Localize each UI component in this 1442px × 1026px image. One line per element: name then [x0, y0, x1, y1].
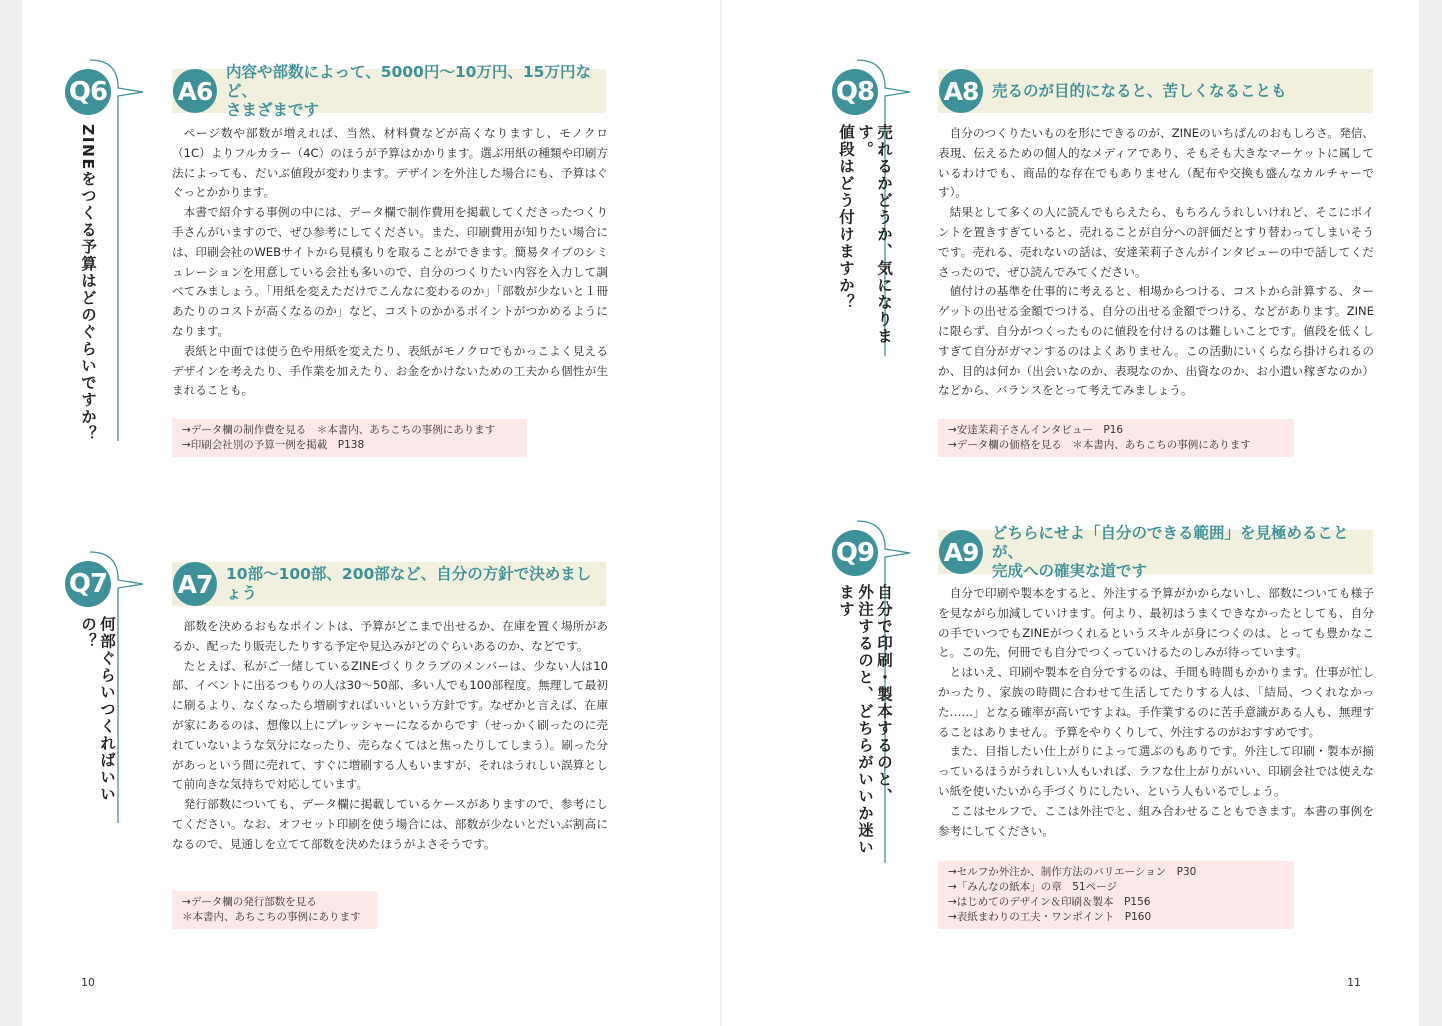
- a8-paragraph: 自分のつくりたいものを形にできるのが、ZINEのいちばんのおもしろさ。発信、表現、伝えるための個人的なメディアであり、そもそも大きなマーケットに属しているわけでも、商品的な存在でもありません（配布や交換も盛んなカルチャーです）。: [938, 126, 1374, 200]
- a7-badge: A7: [173, 562, 217, 606]
- a7-paragraph: 発行部数についても、データ欄に掲載しているケースがありますので、参考にしてください。なお、オフセット印刷を使う場合には、部数が少ないとだいぶ割高になるので、見通しを立てて部数を決めたほうがよさそうです。: [172, 797, 608, 851]
- a7-reference-item: →データ欄の発行部数を見る: [182, 896, 317, 908]
- a9-reference-item: →表紙まわりの工夫・ワンポイント P160: [948, 911, 1152, 923]
- a6-reference-item: →印刷会社別の予算一例を掲載 P138: [182, 439, 365, 451]
- a9-paragraph: とはいえ、印刷や製本を自分でするのは、手間も時間もかかります。仕事が忙しかったり、家族の時間に合わせて生活してたりする人は、「結局、つくれなかった……」となる確率が高いですよね。手作業するのに苦手意識がある人も、無理することはありません。予算をやりくりして、外注するのがおすすめです。: [938, 665, 1374, 739]
- a8-badge: A8: [939, 69, 983, 113]
- a9-paragraph: また、目指したい仕上がりによって選ぶのもありです。外注して印刷・製本が揃っているほうがうれしい人もいれば、ラフな仕上がりがいい、印刷会社では使えない紙を使いたいから手づくりにしたい、という人もいるでしょう。: [938, 744, 1374, 798]
- page-number-right: 11: [1347, 976, 1361, 989]
- q6-question: ZINEをつくる予算はどのぐらいですか？: [79, 124, 97, 443]
- a7-reference-item: ＊本書内、あちこちの事例にあります: [182, 911, 361, 923]
- a6-body: [172, 124, 608, 401]
- a7-paragraph: たとえば、私がご一緒しているZINEづくりクラブのメンバーは、少ない人は10部、イベントに出るつもりの人は30〜50部、多い人でも100部程度。無理して最初に刷るより、なくなったら増刷すればいいという方針です。なぜかと言えば、在庫が家にあるのは、想像以上にプレッシャーになるからです（せっかく刷ったのに売れていないような気分になったり、売らなくてはと焦ったりしてしまう）。刷った分があっという間に売れて、すぐに増刷する人もいますが、それはうれしい誤算として前向きな気持ちで対応しています。: [172, 658, 608, 792]
- a9-title: [992, 524, 1373, 581]
- a7-paragraph: 部数を決めるおもなポイントは、予算がどこまで出せるか、在庫を置く場所があるか、配ったり販売したりする予定や見込みがどのぐらいあるのか、などです。: [172, 619, 608, 653]
- a9-reference-box: [938, 861, 1294, 929]
- a6-paragraph: 本書で紹介する事例の中には、データ欄で制作費用を掲載してくださったつくり手さんがいますので、ぜひ参考にしてください。また、印刷費用が知りたい場合には、印刷会社のWEBサイトから見積もりを取ることができます。簡易タイプのシミュレーションを用意している会社も多いので、自分のつくりたい内容を入力して調べてみましょう。「用紙を変えただけでこんなに変わるのか」「部数が少ないと１冊あたりのコストが高くなるのか」など、コストのかかるポイントがつかめるようになります。: [172, 205, 608, 338]
- a7-title: 10部〜100部、200部など、自分の方針で決めましょう: [226, 565, 592, 602]
- a8-title: 売るのが目的になると、苦しくなることも: [992, 81, 1287, 100]
- page-number-left: 10: [81, 976, 95, 989]
- a7-body: [172, 617, 608, 855]
- q8-question-line2: 値段はどう付けますか？: [837, 124, 855, 311]
- a8-reference-item: →安達茉莉子さんインタビュー P16: [948, 424, 1124, 436]
- q6-bracket-line: [88, 58, 148, 443]
- a7-header: [172, 562, 606, 606]
- a8-header: [938, 69, 1373, 113]
- q8-badge: Q8: [832, 69, 878, 115]
- q7-question: 何部ぐらいつくればいいの？: [79, 616, 116, 803]
- q9-question: [836, 584, 893, 866]
- q8-question-line1: 売れるかどうか、気になります。: [856, 124, 893, 345]
- a8-reference-item: →データ欄の価格を見る ＊本書内、あちこちの事例にあります: [948, 439, 1251, 451]
- a9-title-line2: 完成への確実な道です: [992, 561, 1148, 580]
- a7-reference-box: [172, 891, 377, 929]
- a6-header: [172, 62, 606, 119]
- a6-title-line2: さまざまです: [226, 100, 320, 119]
- q9-badge: Q9: [832, 530, 878, 576]
- a6-reference-box: [172, 419, 527, 457]
- a9-title-line1: どちらにせよ「自分のできる範囲」を見極めることが、: [992, 523, 1349, 561]
- a9-header: [938, 523, 1373, 580]
- a8-reference-box: [938, 419, 1294, 457]
- a6-title: [226, 63, 606, 120]
- a9-reference-item: →セルフか外注か、制作方法のバリエーション P30: [948, 866, 1197, 878]
- a9-paragraph: ここはセルフで、ここは外注でと、組み合わせることもできます。本書の事例を参考にしてください。: [938, 803, 1374, 838]
- q8-question: [836, 124, 893, 354]
- q9-question-line2: 外注するのと、どちらがいいか迷います: [837, 584, 874, 856]
- a6-paragraph: ページ数や部数が増えれば、当然、材料費などが高くなりますし、モノクロ（1C）よりフルカラー（4C）のほうが予算はかかります。選ぶ用紙の種類や印刷方法によっても、だいぶ値段が変わります。デザインを外注した場合にも、予算はぐぐっとかかります。: [172, 126, 608, 200]
- a8-paragraph: 値付けの基準を仕事的に考えると、相場からつける、コストから計算する、ターゲットの出せる金額でつける、自分の出せる金額でつける、などがあります。ZINEに限らず、自分がつくったものに値段を付けるのは難しいことです。値段を低くしすぎて自分がガマンするのはよくありません。この活動にいくらなら掛けられるのか、目的は何か（出会いなのか、表現なのか、出資なのか、お小遣い稼ぎなのか）などから、バランスをとって考えてみましょう。: [938, 284, 1374, 398]
- a6-paragraph: 表紙と中面では使う色や用紙を変えたり、表紙がモノクロでもかっこよく見えるデザインを考えたり、手作業を加えたり、お金をかけないための工夫から個性が生まれることも。: [172, 343, 608, 398]
- a9-reference-item: →はじめてのデザイン＆印刷＆製本 P156: [948, 896, 1151, 908]
- a9-reference-item: →「みんなの紙本」の章 51ページ: [948, 881, 1117, 893]
- a6-reference-item: →データ欄の制作費を見る ＊本書内、あちこちの事例にあります: [182, 424, 496, 436]
- a6-badge: A6: [173, 69, 217, 113]
- a6-title-line1: 内容や部数によって、5000円〜10万円、15万円など、: [226, 62, 591, 100]
- q7-badge: Q7: [65, 561, 111, 607]
- a9-paragraph: 自分で印刷や製本をすると、外注する予算がかからないし、部数についても様子を見ながら加減していけます。何より、最初はうまくできなかったとしても、自分の手でいつでもZINEがつくれるというスキルが身につくのは、とっても豊かなこと。この先、何冊でも自分でつくっていけるたのしみが待っています。: [938, 586, 1374, 660]
- a9-badge: A9: [939, 530, 983, 574]
- book-spine: [720, 0, 722, 1026]
- a9-body: [938, 584, 1374, 841]
- a8-body: [938, 124, 1374, 401]
- q6-badge: Q6: [65, 69, 111, 115]
- a8-paragraph: 結果として多くの人に読んでもらえたら、もちろんうれしいけれど、そこにポイントを置きすぎていると、売れることが自分への評価だとすり替わってしまいそうです。売れる、売れないの話は、安達茉莉子さんがインタビューの中で話してくださったので、ぜひ読んでみてください。: [938, 205, 1374, 279]
- q9-question-line1: 自分で印刷・製本するのと、: [875, 584, 893, 805]
